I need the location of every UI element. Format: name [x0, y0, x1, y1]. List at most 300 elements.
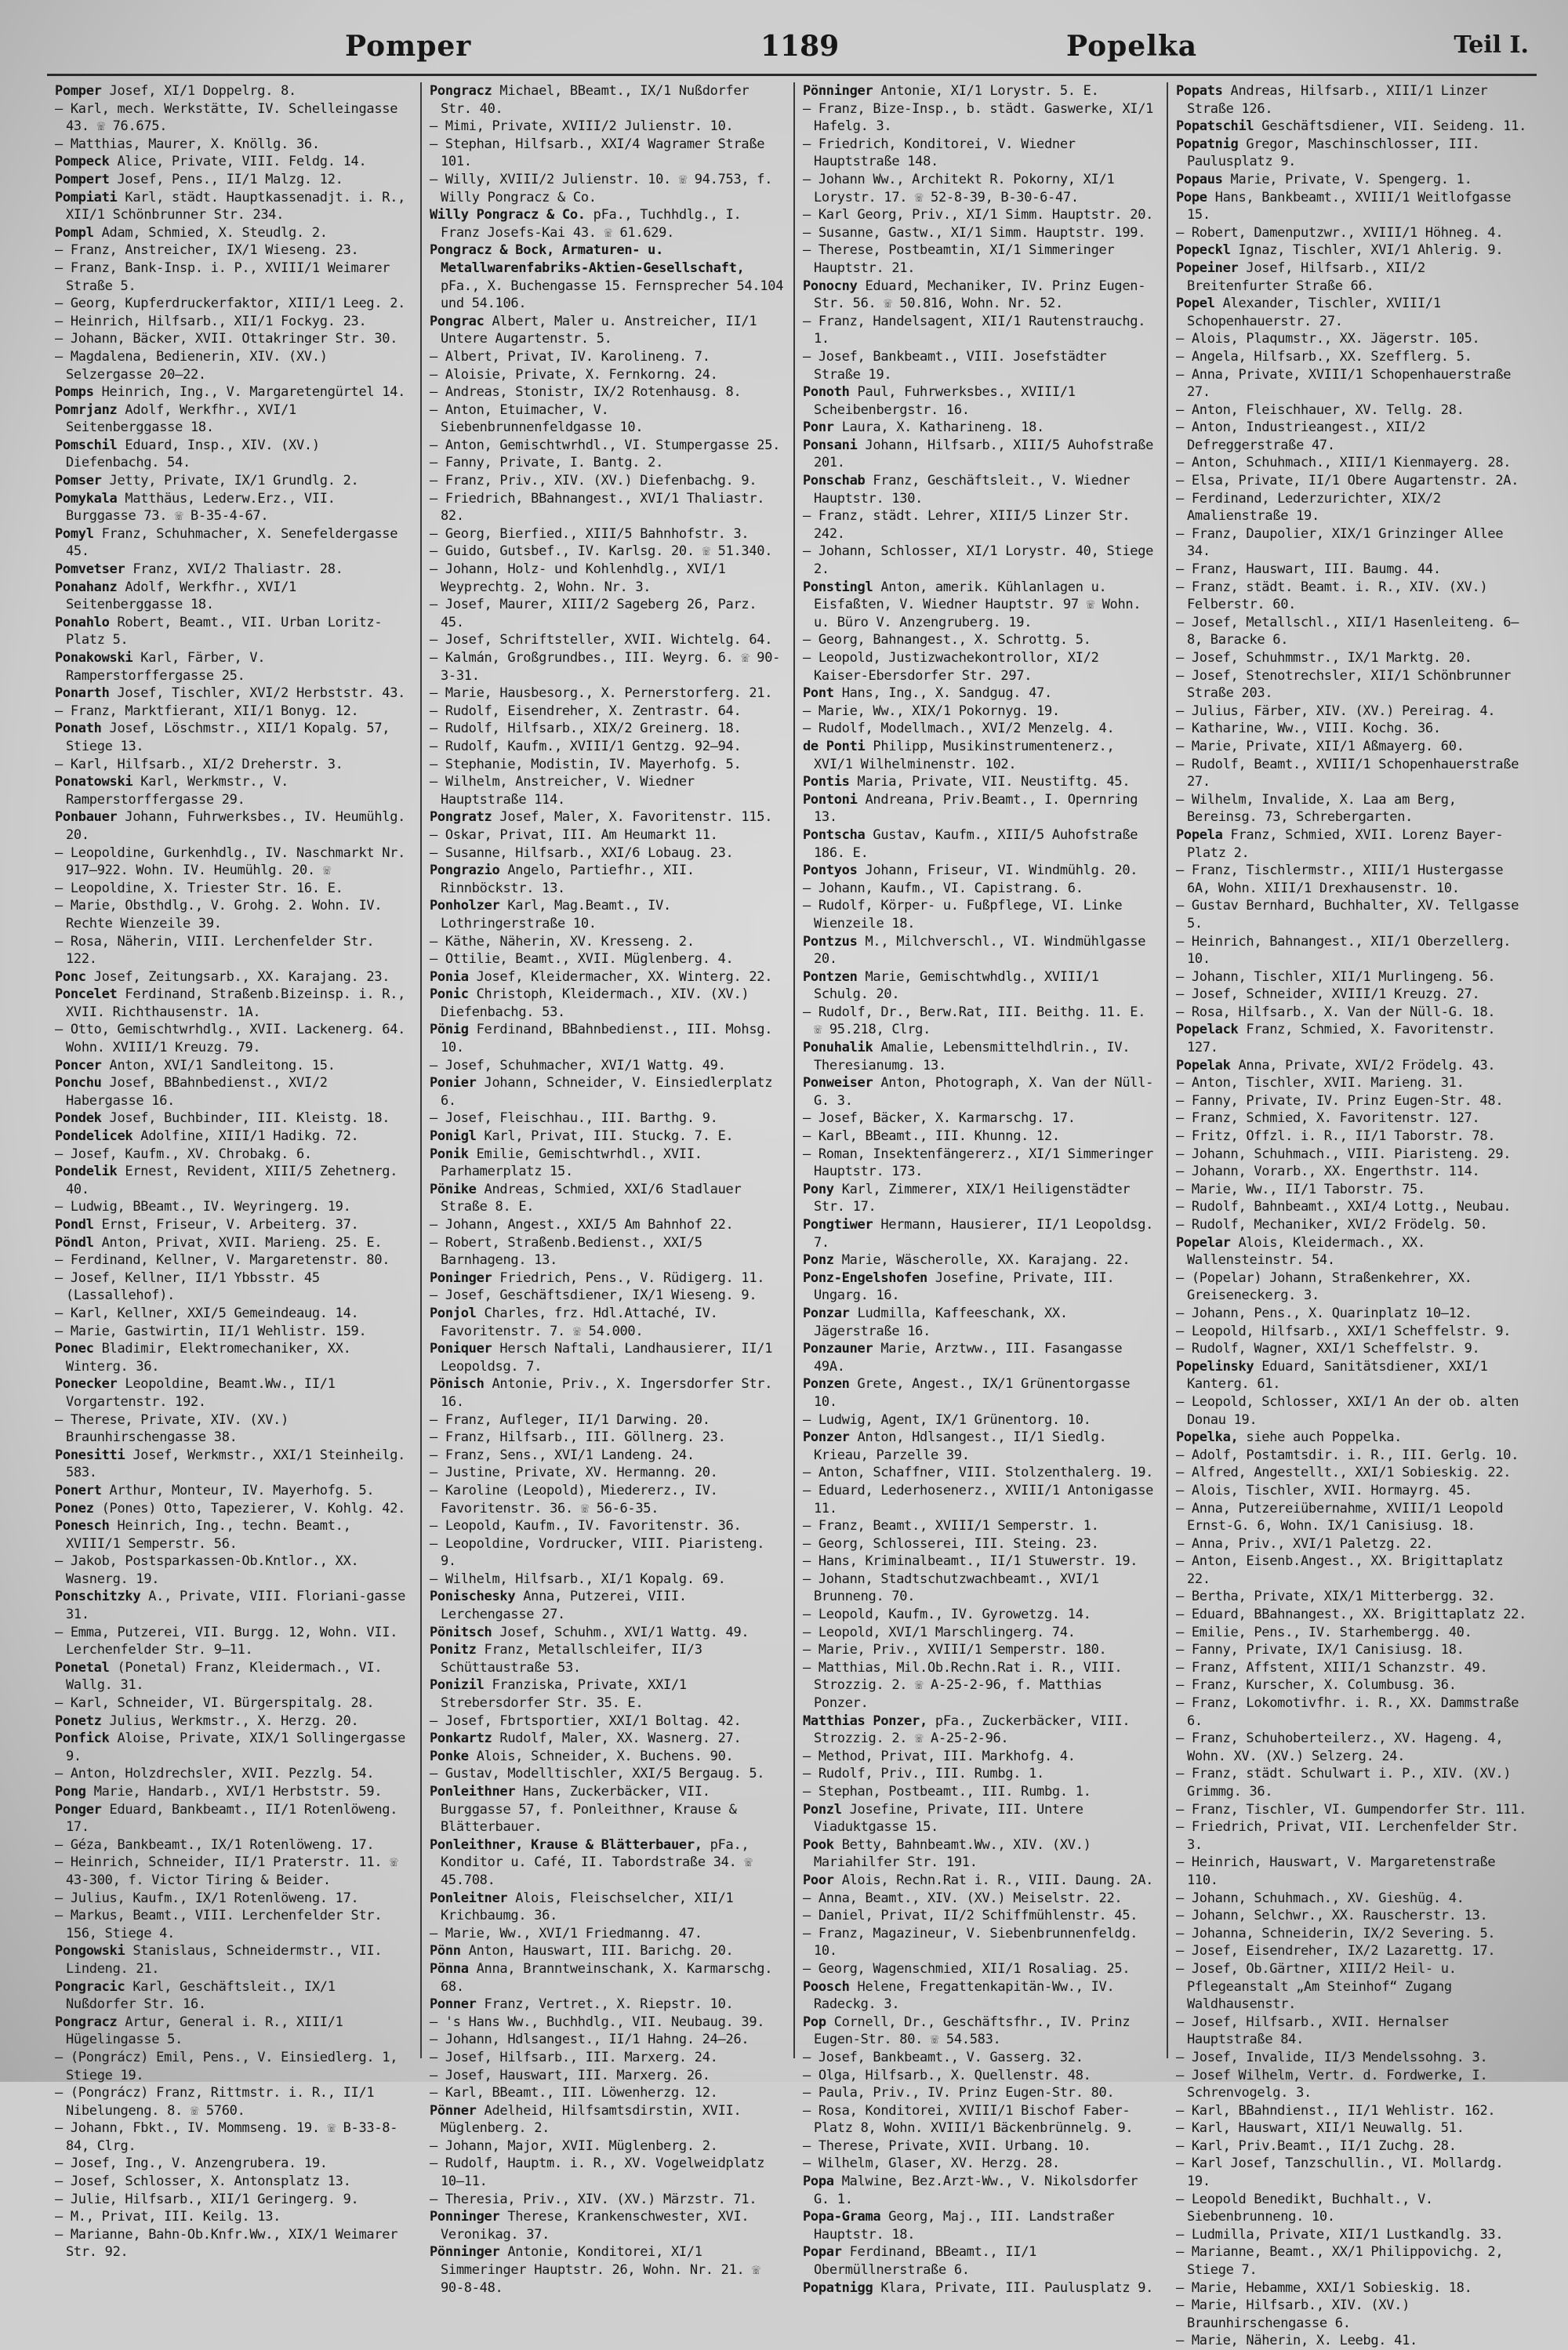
entry-surname: Pompiati — [55, 189, 118, 205]
entry-text: Franz, Schmied, XVII. Lorenz Bayer-Platz 2. — [1187, 826, 1504, 861]
directory-entry — [803, 1251, 1159, 1269]
entry-text: Hans, Zuckerbäcker, VII. Burggasse 57, f. Ponleithner, Krause & Blätterbauer. — [441, 1784, 745, 1836]
directory-entry — [1176, 897, 1532, 932]
directory-entry — [1176, 1393, 1532, 1429]
entry-text: Jetty, Private, IX/1 Grundlg. 2. — [109, 473, 359, 489]
entry-text: – Marie, Gastwirtin, II/1 Wehlistr. 159. — [55, 1323, 367, 1339]
directory-entry — [430, 596, 786, 631]
directory-entry — [1176, 295, 1532, 330]
directory-entry — [1176, 1429, 1532, 1447]
entry-text: – Marie, Ww., XVI/1 Friedmanng. 47. — [430, 1925, 702, 1941]
entry-text: – Aloisie, Private, X. Fernkorng. 24. — [430, 366, 718, 383]
entry-surname: Poncer — [55, 1057, 102, 1073]
entry-surname: Poniquer — [430, 1341, 492, 1357]
entry-text: Julius, Werkmstr., X. Herzg. 20. — [109, 1713, 359, 1729]
directory-entry — [55, 1730, 412, 1765]
directory-entry — [55, 2049, 412, 2084]
entry-surname: Pondl — [55, 1217, 94, 1233]
entry-text: – Franz, Bank-Insp. i. P., XVIII/1 Weimarer Straße 5. — [55, 260, 398, 294]
entry-text: – Johann, Schlosser, XI/1 Lorystr. 40, Stiege 2. — [803, 543, 1162, 578]
entry-surname: Ponic — [430, 986, 469, 1003]
directory-entry — [55, 897, 412, 932]
entry-text: – Paula, Priv., IV. Prinz Eugen-Str. 80. — [803, 2085, 1115, 2101]
directory-entry — [430, 1411, 786, 1429]
entry-text: – Franz, Priv., XIV. (XV.) Diefenbachg. 9. — [430, 473, 757, 489]
entry-text: Marie, Gemischtwhdlg., XVIII/1 Schulg. 20. — [814, 968, 1107, 1003]
entry-text: pFa., Zuckerbäcker, VIII. Strozzig. 2. ☏ A-25-2-96. — [814, 1713, 1138, 1747]
entry-text: – Gustav Bernhard, Buchhalter, XV. Tellgasse 5. — [1176, 898, 1527, 932]
directory-entry — [55, 1110, 412, 1128]
entry-text: – Susanne, Hilfsarb., XXI/6 Lobaug. 23. — [430, 844, 734, 861]
directory-entry — [55, 1305, 412, 1323]
entry-text: Josef, Buchbinder, III. Kleistg. 18. — [109, 1110, 390, 1127]
entry-text: – Johann, Vorarb., XX. Engerthstr. 114. — [1176, 1164, 1480, 1180]
directory-entry — [430, 1234, 786, 1269]
entry-text: – Robert, Damenputzwr., XVIII/1 Höhneg. 4. — [1176, 224, 1504, 241]
entry-text: Josef, Hilfsarb., XII/2 Breitenfurter Straße 66. — [1187, 260, 1433, 294]
entry-text: – Anton, Schuhmach., XIII/1 Kienmayerg. 28. — [1176, 455, 1512, 471]
entry-text: – Therese, Postbeamtin, XI/1 Simmeringer Hauptstr. 21. — [803, 242, 1123, 276]
directory-entry — [1176, 1553, 1532, 1588]
directory-entry — [803, 100, 1162, 136]
entry-surname: Ponkartz — [430, 1731, 492, 1747]
directory-entry — [55, 1074, 412, 1110]
entry-text: – Oskar, Privat, III. Am Heumarkt 11. — [430, 826, 718, 843]
directory-entry — [1176, 862, 1532, 897]
directory-entry — [1176, 1234, 1532, 1269]
directory-entry — [430, 2102, 786, 2138]
entry-text: – Josef, Schuhmmstr., IX/1 Marktg. 20. — [1176, 650, 1472, 666]
entry-text: Karl, Färber, V. Ramperstorffergasse 25. — [66, 650, 274, 684]
entry-text: – Marie, Priv., XVIII/1 Semperstr. 180. — [803, 1642, 1107, 1658]
directory-entry — [55, 1783, 412, 1801]
entry-text: Johann, Friseur, VI. Windmühlg. 20. — [865, 863, 1138, 879]
entry-text: (Pones) Otto, Tapezierer, V. Kohlg. 42. — [101, 1500, 406, 1516]
directory-entry — [430, 2049, 786, 2067]
entry-text: Franz, Metallschleifer, II/3 Schüttaustraße 53. — [441, 1642, 710, 1676]
entry-text: Marie, Handarb., XVI/1 Herbststr. 59. — [93, 1784, 383, 1800]
directory-entry — [55, 1854, 412, 1889]
entry-surname: Pönner — [430, 2102, 477, 2119]
entry-text: Alois, Kleidermach., XX. Wallensteinstr. 54. — [1187, 1234, 1433, 1269]
entry-text: – Josef, Geschäftsdiener, IX/1 Wieseng. 9. — [430, 1288, 757, 1304]
directory-entry — [803, 507, 1159, 543]
directory-entry — [55, 880, 412, 898]
directory-entry — [1176, 2191, 1532, 2226]
entry-text: Robert, Beamt., VII. Urban Loritz-Platz 5. — [66, 614, 383, 648]
directory-entry — [430, 2138, 786, 2156]
directory-entry — [803, 313, 1159, 348]
entry-text: Gustav, Kaufm., XIII/5 Auhofstraße 186. E. — [814, 826, 1146, 861]
entry-text: – Marie, Hausbesorg., X. Pernerstorferg. 21. — [430, 685, 773, 702]
directory-entry — [430, 1074, 786, 1110]
entry-text: – Ottilie, Beamt., XVII. Müglenberg. 4. — [430, 951, 734, 968]
directory-entry — [803, 773, 1159, 791]
directory-entry — [803, 472, 1159, 507]
entry-text: – Franz, Hauswart, III. Baumg. 44. — [1176, 561, 1441, 578]
entry-text: – Katharine, Ww., VIII. Kochg. 36. — [1176, 721, 1441, 737]
directory-entry — [1176, 242, 1532, 260]
directory-entry — [430, 844, 786, 863]
entry-text: – Anna, Beamt., XIV. (XV.) Meiselstr. 22. — [803, 1890, 1123, 1906]
directory-entry — [1176, 2226, 1532, 2244]
entry-surname: Pomschil — [55, 437, 118, 453]
entry-text: – Franz, Sens., XVI/1 Landeng. 24. — [430, 1447, 695, 1463]
directory-entry — [1176, 791, 1532, 826]
entry-text: Eduard, Mechaniker, IV. Prinz Eugen-Str. 56. ☏ 50.816, Wohn. Nr. 52. — [814, 278, 1146, 312]
entry-text: – Rosa, Näherin, VIII. Lerchenfelder Str. 122. — [55, 933, 383, 968]
directory-entry — [430, 1482, 786, 1517]
entry-text: Anna, Branntweinschank, X. Karmarschg. 68. — [441, 1960, 781, 1995]
directory-entry — [803, 1482, 1162, 1517]
directory-entry — [803, 171, 1159, 206]
entry-text: M., Milchverschl., VI. Windmühlgasse 20. — [814, 933, 1154, 968]
entry-text: Malwine, Bez.Arzt-Ww., V. Nikolsdorfer G. 1. — [814, 2174, 1146, 2207]
entry-text: – Rudolf, Mechaniker, XVI/2 Frödelg. 50. — [1176, 1217, 1488, 1233]
entry-text: – Heinrich, Schneider, II/1 Praterstr. 11. ☏ 43-300, f. Victor Tiring & Beider. — [55, 1854, 406, 1888]
entry-text: – Wilhelm, Glaser, XV. Herzg. 28. — [803, 2156, 1060, 2172]
directory-entry — [1176, 260, 1532, 295]
entry-surname: Ponetal — [55, 1659, 110, 1676]
directory-entry — [55, 1694, 412, 1713]
directory-entry — [55, 136, 412, 154]
directory-entry — [803, 1429, 1159, 1464]
entry-text: – (Pongrácz) Franz, Rittmstr. i. R., II/1 Nibelungeng. 8. ☏ 5760. — [55, 2085, 383, 2119]
entry-text: Josef, Schuhm., XVI/1 Wattg. 49. — [499, 1624, 750, 1640]
directory-entry — [803, 1039, 1159, 1074]
entry-text: Josef, BBahnbedienst., XVI/2 Habergasse 16. — [66, 1075, 336, 1109]
directory-entry — [430, 1340, 786, 1375]
entry-text: – Franz, Kurscher, X. Columbusg. 36. — [1176, 1677, 1457, 1694]
directory-entry — [1176, 2243, 1532, 2279]
entry-text: Alois, Fleischselcher, XII/1 Krichbaumg. 36. — [441, 1890, 742, 1924]
directory-entry — [55, 561, 412, 579]
directory-entry — [430, 242, 792, 312]
column-4 — [1167, 82, 1540, 2349]
entry-text: Albert, Maler u. Anstreicher, II/1 Untere Augartenstr. 5. — [441, 313, 765, 347]
directory-entry — [430, 2014, 786, 2032]
directory-entry — [55, 1375, 412, 1411]
entry-text: Philipp, Musikinstrumentenerz., XVI/1 Wilhelminenstr. 102. — [814, 738, 1123, 772]
entry-text: – Susanne, Gastw., XI/1 Simm. Hauptstr. 199. — [803, 224, 1146, 241]
entry-text: – Eduard, BBahnangest., XX. Brigittaplatz 22. — [1176, 1607, 1527, 1623]
directory-entry — [1176, 933, 1532, 968]
entry-text: – Franz, Anstreicher, IX/1 Wieseng. 23. — [55, 242, 359, 259]
directory-entry — [430, 366, 786, 384]
entry-text: – Johann, Major, XVII. Müglenberg. 2. — [430, 2138, 718, 2154]
entry-text: – Daniel, Privat, II/2 Schiffmühlenstr. 45. — [803, 1908, 1138, 1924]
directory-entry — [430, 986, 786, 1021]
entry-text: – Stephanie, Modistin, IV. Mayerhofg. 5. — [430, 756, 742, 772]
entry-text: – Leopold, Kaufm., IV. Gyrowetzg. 14. — [803, 1607, 1091, 1623]
directory-entry — [1176, 366, 1532, 401]
directory-entry — [430, 1216, 786, 1234]
entry-text: Hersch Naftali, Landhausierer, II/1 Leopoldsg. 7. — [441, 1341, 781, 1375]
directory-entry — [1176, 1694, 1532, 1730]
directory-entry — [430, 561, 786, 596]
entry-surname: Pook — [803, 1836, 834, 1853]
directory-entry — [1176, 1021, 1532, 1056]
directory-entry — [803, 1181, 1159, 1216]
entry-surname: Ponarth — [55, 685, 110, 702]
entry-text: – Johann, Fbkt., IV. Mommseng. 19. ☏ B-33-8-84, Clrg. — [55, 2120, 398, 2154]
entry-text: Maria, Private, VII. Neustiftg. 45. — [857, 774, 1131, 790]
directory-entry — [1176, 1606, 1532, 1624]
directory-entry — [803, 1836, 1159, 1872]
entry-text: – Johann, Angest., XXI/5 Am Bahnhof 22. — [430, 1217, 734, 1233]
directory-entry — [55, 401, 412, 437]
entry-surname: Ponik — [430, 1146, 469, 1162]
directory-entry — [803, 348, 1159, 383]
entry-surname: Pomser — [55, 473, 102, 489]
directory-entry — [803, 579, 1159, 632]
directory-entry — [430, 171, 786, 206]
entry-text: – Franz, Affstent, XIII/1 Schanzstr. 49. — [1176, 1659, 1488, 1676]
entry-text: – Karl, mech. Werkstätte, IV. Schelleingasse 43. ☏ 76.675. — [55, 100, 406, 135]
entry-text: – Josef, Hauswart, III. Marxerg. 26. — [430, 2067, 710, 2083]
entry-text: – Leopold, Schlosser, XXI/1 An der ob. alten Donau 19. — [1176, 1393, 1527, 1428]
directory-entry — [803, 419, 1159, 437]
entry-text: – Josef, Ob.Gärtner, XIII/2 Heil- u. Pflegeanstalt „Am Steinhof“ Zugang Waldhausenstr. — [1176, 1960, 1465, 2013]
entry-surname: Popeiner — [1176, 260, 1239, 276]
directory-entry — [1176, 1676, 1532, 1694]
entry-text: Josef, Zeitungsarb., XX. Karajang. 23. — [93, 968, 390, 985]
entry-text: – Andreas, Stonistr, IX/2 Rotenhausg. 8. — [430, 384, 742, 401]
entry-surname: Ponatowski — [55, 774, 133, 790]
entry-surname: Pongrazio — [430, 863, 500, 879]
directory-entry — [430, 1269, 786, 1288]
entry-text: – Roman, Insektenfängererz., XI/1 Simmeringer Hauptstr. 173. — [803, 1146, 1162, 1180]
entry-text: Emilie, Gemischtwrhdl., XVII. Parhamerplatz 15. — [441, 1146, 710, 1180]
entry-text: Gregor, Maschinschlosser, III. Paulusplatz 9. — [1187, 136, 1488, 170]
entry-text: – Karl, Schneider, VI. Bürgerspitalg. 28. — [55, 1695, 375, 1712]
entry-text: Alice, Private, VIII. Feldg. 14. — [117, 154, 367, 170]
directory-entry — [1176, 1765, 1532, 1800]
directory-entry — [803, 1535, 1159, 1553]
directory-entry — [55, 1163, 412, 1198]
directory-entry — [1176, 1659, 1532, 1677]
entry-surname: Ponschab — [803, 473, 866, 489]
directory-entry — [1176, 2049, 1532, 2067]
directory-entry — [1176, 1907, 1532, 1925]
entry-text: – Georg, Kupferdruckerfaktor, XIII/1 Leeg. 2. — [55, 296, 406, 312]
entry-text: – Anton, Schaffner, VIII. Stolzenthalerg. 19. — [803, 1465, 1154, 1481]
directory-entry — [430, 756, 786, 774]
entry-text: Franziska, Private, XXI/1 Strebersdorfer Str. 35. E. — [441, 1677, 695, 1712]
entry-text: Franz, Schmied, X. Favoritenstr. 127. — [1187, 1022, 1504, 1056]
directory-entry — [803, 1464, 1159, 1482]
directory-entry — [803, 1517, 1159, 1535]
directory-entry — [803, 1907, 1159, 1925]
directory-entry — [1176, 1181, 1532, 1199]
directory-entry — [1176, 1854, 1532, 1889]
directory-entry — [803, 703, 1159, 721]
directory-entry — [1176, 82, 1532, 118]
entry-surname: de Ponti — [803, 738, 866, 754]
directory-entry — [803, 631, 1159, 649]
entry-text: Therese, Krankenschwester, XVI. Veronikag. 37. — [441, 2209, 757, 2243]
directory-entry — [803, 1872, 1159, 1890]
entry-surname: Pöndl — [55, 1234, 94, 1251]
entry-surname: Pönninger — [803, 83, 873, 99]
entry-text: – Leopoldine, X. Triester Str. 16. E. — [55, 880, 343, 896]
entry-surname: Ponzauner — [803, 1341, 873, 1357]
entry-text: – Julius, Färber, XIV. (XV.) Pereirag. 4. — [1176, 703, 1496, 719]
entry-surname: Pongratz — [430, 809, 492, 826]
directory-entry — [1176, 1588, 1532, 1606]
entry-surname: Popelka, — [1176, 1429, 1239, 1446]
directory-entry — [803, 242, 1159, 277]
entry-text: siehe auch Poppelka. — [1246, 1429, 1403, 1446]
directory-entry — [803, 383, 1159, 419]
entry-text: Ferdinand, BBeamt., II/1 Obermüllnerstraße 6. — [814, 2244, 1044, 2279]
entry-surname: Ponbauer — [55, 809, 118, 826]
entry-surname: Ponert — [55, 1482, 102, 1498]
entry-text: – Method, Privat, III. Markhofg. 4. — [803, 1748, 1076, 1764]
entry-text: – Josef, Metallschl., XII/1 Hasenleiteng. 6–8, Baracke 6. — [1176, 614, 1519, 648]
entry-text: – Rudolf, Dr., Berw.Rat, III. Beithg. 11. E. ☏ 95.218, Clrg. — [803, 1004, 1154, 1038]
entry-surname: Ponzar — [803, 1305, 850, 1321]
directory-entry — [430, 1960, 786, 1996]
directory-entry — [1176, 667, 1532, 703]
entry-text: – Markus, Beamt., VIII. Lerchenfelder Str. 156, Stiege 4. — [55, 1908, 390, 1941]
entry-text: Christoph, Kleidermach., XIV. (XV.) Diefenbachg. 53. — [441, 986, 757, 1020]
entry-text: – Emma, Putzerei, VII. Burgg. 12, Wohn. VII. Lerchenfelder Str. 9–11. — [55, 1624, 406, 1658]
entry-surname: Popatnig — [1176, 136, 1239, 152]
entry-text: Heinrich, Ing., techn. Beamt., XVIII/1 Semperstr. 56. — [66, 1518, 359, 1552]
column-2 — [420, 82, 793, 2296]
directory-entry — [430, 968, 786, 986]
entry-surname: Popatnigg — [803, 2279, 873, 2296]
entry-surname: Pony — [803, 1181, 834, 1197]
directory-entry — [55, 348, 412, 383]
entry-surname: Ponc — [55, 968, 86, 985]
entry-text: Betty, Bahnbeamt.Ww., XIV. (XV.) Mariahilfer Str. 191. — [814, 1836, 1099, 1871]
directory-entry — [1176, 1057, 1532, 1075]
entry-text: Helene, Fregattenkapitän-Ww., IV. Radeckg. 3. — [814, 1978, 1123, 2013]
entry-surname: Ponzen — [803, 1376, 850, 1393]
directory-entry — [430, 1146, 786, 1181]
directory-entry — [803, 224, 1159, 242]
entry-text: – Rudolf, Bahnbeamt., XXI/4 Lottg., Neubau. — [1176, 1199, 1512, 1215]
entry-surname: Popelak — [1176, 1057, 1231, 1073]
entry-text: Josef, Tischler, XVI/2 Herbststr. 43. — [117, 685, 406, 702]
entry-text: Anton, Photograph, X. Van der Nüll-G. 3. — [814, 1075, 1154, 1109]
entry-text: Grete, Angest., IX/1 Grünentorgasse 10. — [814, 1376, 1138, 1410]
directory-entry — [1176, 1925, 1532, 1943]
directory-entry — [55, 1978, 412, 2014]
entry-text: – Josef Wilhelm, Vertr. d. Fordwerke, I. Schrenvogelg. 3. — [1176, 2067, 1496, 2101]
entry-text: Heinrich, Ing., V. Margaretengürtel 14. — [101, 384, 406, 401]
entry-text: – Mimi, Private, XVIII/2 Julienstr. 10. — [430, 118, 734, 135]
entry-surname: Pomykala — [55, 490, 118, 507]
entry-text: – Karl, BBeamt., III. Löwenherzg. 12. — [430, 2085, 718, 2101]
directory-entry — [1176, 136, 1532, 171]
entry-text: – Johann, Selchwr., XX. Rauscherstr. 13. — [1176, 1908, 1488, 1924]
entry-text: Adolfine, XIII/1 Hadikg. 72. — [140, 1128, 359, 1145]
directory-entry — [430, 472, 786, 490]
entry-surname: Pomper — [55, 83, 102, 99]
directory-entry — [1176, 1074, 1532, 1092]
entry-text: – Marie, Ww., II/1 Taborstr. 75. — [1176, 1181, 1425, 1197]
entry-text: – Franz, Tischlermstr., XIII/1 Hustergasse 6A, Wohn. XIII/1 Drexhausenstr. 10. — [1176, 863, 1512, 896]
directory-entry — [430, 437, 786, 455]
entry-text: – Josef, Kellner, II/1 Ybbsstr. 45 (Lassallehof). — [55, 1269, 328, 1304]
directory-entry — [430, 543, 786, 561]
entry-text: – Anton, Eisenb.Angest., XX. Brigittaplatz 22. — [1176, 1553, 1512, 1587]
entry-surname: Matthias Ponzer, — [803, 1713, 927, 1729]
entry-surname: Popelack — [1176, 1022, 1239, 1038]
directory-entry — [803, 1004, 1159, 1039]
directory-entry — [1176, 614, 1532, 649]
entry-text: – Franz, Aufleger, II/1 Darwing. 20. — [430, 1411, 710, 1428]
entry-text: – Rudolf, Hauptm. i. R., XV. Vogelweidplatz 10–11. — [430, 2156, 773, 2190]
entry-surname: Ponesitti — [55, 1447, 125, 1463]
entry-text: – Franz, Schuhoberteilerz., XV. Hageng. 4, Wohn. XV. (XV.) Selzerg. 24. — [1176, 1731, 1512, 1764]
directory-entry — [1176, 525, 1532, 561]
entry-surname: Ponec — [55, 1341, 94, 1357]
entry-surname: Poor — [803, 1872, 834, 1888]
entry-text: Georg, Maj., III. Landstraßer Hauptstr. 18. — [814, 2209, 1123, 2243]
directory-entry — [803, 968, 1159, 1004]
entry-text: Karl, Zimmerer, XIX/1 Heiligenstädter Str. 17. — [814, 1181, 1138, 1215]
entry-text: – Therese, Private, XVII. Urbang. 10. — [803, 2138, 1091, 2154]
entry-text: – Elsa, Private, II/1 Obere Augartenstr. 2A. — [1176, 473, 1519, 489]
directory-entry — [55, 189, 412, 224]
entry-text: Anton, XVI/1 Sandleitong. 15. — [109, 1057, 336, 1073]
entry-text: Anna, Putzerei, VIII. Lerchengasse 27. — [441, 1589, 695, 1623]
entry-text: Angelo, Partiefhr., XII. Rinnböckstr. 13. — [441, 863, 702, 896]
entry-text: – Matthias, Mil.Ob.Rechn.Rat i. R., VIII. Strozzig. 2. ☏ A-25-2-96, f. Matthias Ponzer. — [803, 1659, 1131, 1712]
directory-entry — [430, 2031, 786, 2049]
entry-text: – Josef, Fbrtsportier, XXI/1 Boltag. 42. — [430, 1713, 742, 1729]
entry-surname: Ponleithner, Krause & Blätterbauer, — [430, 1836, 702, 1853]
entry-surname: Pongowski — [55, 1943, 125, 1960]
directory-entry — [803, 278, 1159, 313]
directory-entry — [430, 1925, 786, 1943]
entry-text: Adolf, Werkfhr., XVI/1 Seitenberggasse 18. — [66, 401, 304, 436]
entry-text: – Marie, Hilfsarb., XIV. (XV.) Braunhirschengasse 6. — [1176, 2297, 1417, 2331]
entry-text: Andreana, Priv.Beamt., I. Opernring 13. — [814, 791, 1146, 826]
entry-text: – Robert, Straßenb.Bedienst., XXI/5 Barnhageng. 13. — [430, 1234, 710, 1269]
directory-entry — [803, 738, 1159, 773]
entry-text: – Leopold, XVI/1 Marschlingerg. 74. — [803, 1624, 1076, 1640]
entry-text: – Franz, Bize-Insp., b. städt. Gaswerke, XI/1 Hafelg. 3. — [803, 100, 1162, 135]
entry-text: – Julie, Hilfsarb., XII/1 Geringerg. 9. — [55, 2191, 359, 2207]
directory-entry — [803, 2155, 1159, 2173]
entry-text: Karl, Werkmstr., V. Ramperstorffergasse 29. — [66, 774, 296, 808]
entry-text: – Franz, städt. Beamt. i. R., XIV. (XV.) Felberstr. 60. — [1176, 579, 1496, 613]
entry-text: – Johann, Holz- und Kohlenhdlg., XVI/1 Weyprechtg. 2, Wohn. Nr. 3. — [430, 561, 734, 595]
directory-entry — [430, 313, 786, 348]
entry-surname: Pontis — [803, 774, 850, 790]
directory-entry — [1176, 1500, 1532, 1535]
entry-text: – Rudolf, Priv., III. Rumbg. 1. — [803, 1766, 1044, 1782]
entry-text: – Friedrich, BBahnangest., XVI/1 Thaliastr. 82. — [430, 490, 773, 525]
directory-entry — [803, 1978, 1159, 2014]
directory-entry — [1176, 1146, 1532, 1164]
entry-text: – Johann, Hdlsangest., II/1 Hahng. 24–26. — [430, 2032, 750, 2048]
directory-entry — [803, 1110, 1159, 1128]
entry-text: Johann, Schneider, V. Einsiedlerplatz 6. — [441, 1075, 781, 1109]
entry-text: – Wilhelm, Invalide, X. Laa am Berg, Bereinsg. 73, Schrebergarten. — [1176, 791, 1465, 826]
directory-entry — [55, 1553, 412, 1588]
entry-text: – Kalmán, Großgrundbes., III. Weyrg. 6. ☏ 90-3-31. — [430, 650, 781, 684]
entry-text: – Marianne, Bahn-Ob.Knfr.Ww., XIX/1 Weimarer Str. 92. — [55, 2226, 406, 2261]
entry-text: Anna, Private, XVI/2 Frödelg. 43. — [1238, 1057, 1496, 1073]
entry-text: – Anna, Private, XVIII/1 Schopenhauerstraße 27. — [1176, 366, 1519, 401]
entry-surname: Pönike — [430, 1181, 477, 1197]
